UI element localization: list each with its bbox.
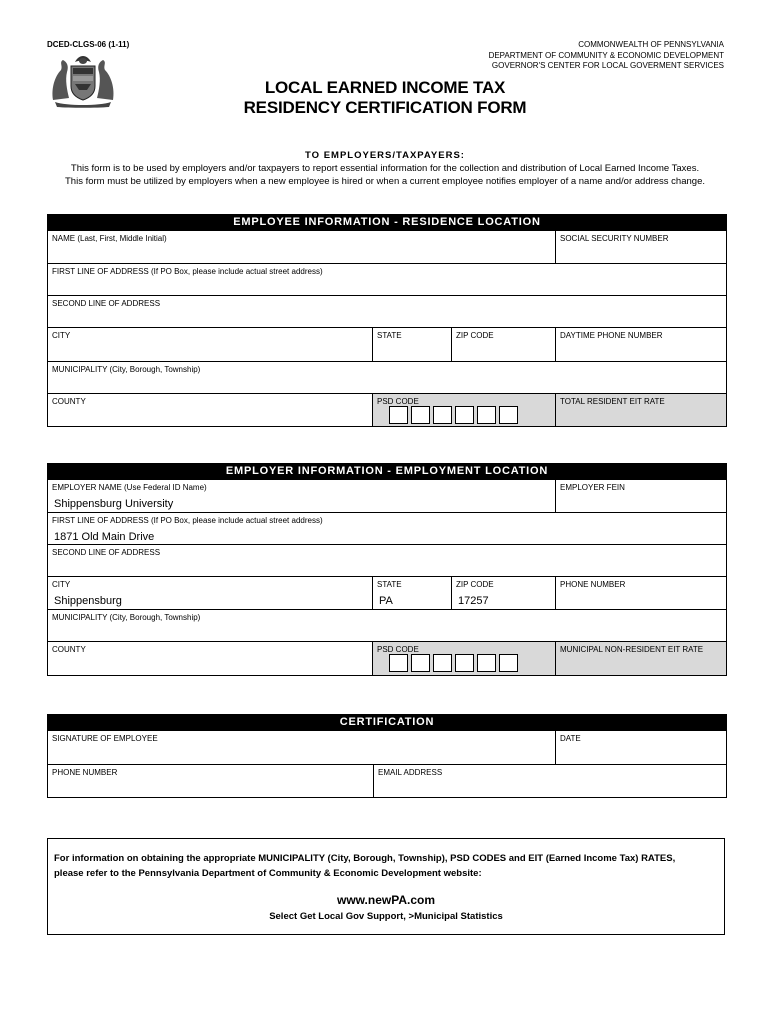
employer-psd-field	[372, 642, 555, 675]
employer-name-value: Shippensburg University	[54, 498, 174, 510]
psd-digit-box[interactable]	[389, 406, 408, 424]
employee-address1-label: FIRST LINE OF ADDRESS (If PO Box, please include actual street address)	[52, 267, 323, 276]
employee-rate-field[interactable]	[555, 394, 726, 426]
info-box	[47, 838, 725, 935]
employee-city-field[interactable]	[48, 328, 372, 361]
email-label: EMAIL ADDRESS	[378, 768, 443, 777]
agency-line-1: COMMONWEALTH OF PENNSYLVANIA	[578, 40, 724, 49]
psd-digit-box[interactable]	[433, 654, 452, 672]
psd-digit-box[interactable]	[411, 406, 430, 424]
employer-rate-label: MUNICIPAL NON-RESIDENT EIT RATE	[560, 645, 704, 654]
info-line-1: For information on obtaining the appropriate MUNICIPALITY (City, Borough, Township), PSD CODES and EIT (Earned Income Tax) RATES,	[54, 853, 676, 864]
employee-state-label: STATE	[377, 331, 402, 340]
employee-address1-row	[48, 263, 726, 295]
psd-digit-box[interactable]	[411, 654, 430, 672]
employer-name-field[interactable]	[48, 480, 555, 512]
employee-section-heading: EMPLOYEE INFORMATION - RESIDENCE LOCATION	[48, 214, 726, 231]
employer-address1-row	[48, 512, 726, 544]
employer-psd-boxes	[389, 654, 518, 672]
employee-municipality-label: MUNICIPALITY (City, Borough, Township)	[52, 365, 201, 374]
employer-phone-field[interactable]	[555, 577, 726, 609]
employee-name-row	[48, 231, 726, 263]
date-label: DATE	[560, 734, 581, 743]
employee-county-row	[48, 393, 726, 426]
form-title	[0, 78, 770, 118]
psd-digit-box[interactable]	[455, 654, 474, 672]
employer-section-heading: EMPLOYER INFORMATION - EMPLOYMENT LOCATION	[48, 463, 726, 480]
psd-digit-box[interactable]	[499, 406, 518, 424]
employee-state-field[interactable]	[372, 328, 451, 361]
employer-psd-label: PSD CODE	[377, 645, 419, 654]
employee-address2-field[interactable]	[48, 296, 726, 327]
certification-contact-row	[48, 764, 726, 797]
employer-fein-label: EMPLOYER FEIN	[560, 483, 625, 492]
employer-name-row	[48, 480, 726, 512]
employee-psd-field	[372, 394, 555, 426]
info-text	[54, 851, 719, 881]
employee-rate-label: TOTAL RESIDENT EIT RATE	[560, 397, 665, 406]
intro-line-2: This form must be utilized by employers when a new employee is hired or when a current employee notifies employer of a name and/or address change.	[65, 175, 705, 187]
psd-digit-box[interactable]	[477, 406, 496, 424]
employee-address2-label: SECOND LINE OF ADDRESS	[52, 299, 161, 308]
signature-field[interactable]	[48, 731, 555, 764]
form-code: DCED-CLGS-06 (1-11)	[47, 40, 130, 49]
title-line-1: LOCAL EARNED INCOME TAX	[264, 78, 506, 97]
intro-line-1: This form is to be used by employers and/or taxpayers to report essential information for the collection and distribution of Local Earned Income Taxes.	[70, 163, 700, 174]
certification-section	[47, 714, 727, 798]
certification-phone-label: PHONE NUMBER	[52, 768, 118, 777]
employer-name-label: EMPLOYER NAME (Use Federal ID Name)	[52, 483, 207, 492]
signature-label: SIGNATURE OF EMPLOYEE	[52, 734, 158, 743]
employer-municipality-row	[48, 609, 726, 641]
employee-phone-field[interactable]	[555, 328, 726, 361]
psd-digit-box[interactable]	[455, 406, 474, 424]
employee-address2-row	[48, 295, 726, 327]
psd-digit-box[interactable]	[389, 654, 408, 672]
employee-phone-label: DAYTIME PHONE NUMBER	[560, 331, 663, 340]
title-line-2: RESIDENCY CERTIFICATION FORM	[243, 98, 527, 117]
employer-address2-label: SECOND LINE OF ADDRESS	[52, 548, 161, 557]
email-field[interactable]	[373, 765, 726, 797]
employee-county-label: COUNTY	[52, 397, 86, 406]
employer-zip-label: ZIP CODE	[456, 580, 494, 589]
employer-county-field[interactable]	[48, 642, 372, 675]
employer-county-label: COUNTY	[52, 645, 86, 654]
employee-ssn-label: SOCIAL SECURITY NUMBER	[560, 234, 669, 243]
employer-address1-label: FIRST LINE OF ADDRESS (If PO Box, please include actual street address)	[52, 516, 323, 525]
employee-name-field[interactable]	[48, 231, 555, 263]
employer-state-label: STATE	[377, 580, 402, 589]
agency-line-2: DEPARTMENT OF COMMUNITY & ECONOMIC DEVELOPMENT	[488, 50, 724, 60]
website-link[interactable]: www.newPA.com	[336, 893, 435, 907]
employer-address1-field[interactable]	[48, 513, 726, 544]
employee-city-row	[48, 327, 726, 361]
employee-address1-field[interactable]	[48, 264, 726, 295]
employer-city-label: CITY	[52, 580, 71, 589]
employee-county-field[interactable]	[48, 394, 372, 426]
psd-digit-box[interactable]	[477, 654, 496, 672]
employer-zip-field[interactable]	[451, 577, 555, 609]
employee-psd-label: PSD CODE	[377, 397, 419, 406]
employer-phone-label: PHONE NUMBER	[560, 580, 626, 589]
employer-municipality-label: MUNICIPALITY (City, Borough, Township)	[52, 613, 201, 622]
psd-digit-box[interactable]	[433, 406, 452, 424]
employer-state-value: PA	[379, 595, 393, 607]
employee-ssn-field[interactable]	[555, 231, 726, 263]
certification-section-heading: CERTIFICATION	[48, 714, 726, 731]
psd-digit-box[interactable]	[499, 654, 518, 672]
date-field[interactable]	[555, 731, 726, 764]
info-line-2: please refer to the Pennsylvania Department of Community & Economic Development website:	[54, 868, 482, 879]
employee-name-label: NAME (Last, First, Middle Initial)	[52, 234, 167, 243]
employee-city-label: CITY	[52, 331, 71, 340]
intro-heading: TO EMPLOYERS/TAXPAYERS:	[305, 150, 465, 161]
navigation-instructions: Select Get Local Gov Support, >Municipal Statistics	[269, 911, 503, 922]
employee-municipality-row	[48, 361, 726, 393]
employee-municipality-field[interactable]	[48, 362, 726, 393]
employer-section	[47, 463, 727, 676]
employer-county-row	[48, 641, 726, 675]
employer-address1-value: 1871 Old Main Drive	[54, 531, 155, 543]
employer-city-row	[48, 576, 726, 609]
employee-zip-field[interactable]	[451, 328, 555, 361]
employer-municipality-field[interactable]	[48, 610, 726, 641]
certification-signature-row	[48, 731, 726, 764]
agency-header	[489, 40, 724, 72]
employer-rate-field[interactable]	[555, 642, 726, 675]
employer-address2-field[interactable]	[48, 545, 726, 576]
employee-psd-boxes	[389, 406, 518, 424]
certification-phone-field[interactable]	[48, 765, 373, 797]
employer-zip-value: 17257	[458, 595, 489, 607]
employer-state-field[interactable]	[372, 577, 451, 609]
agency-line-3: GOVERNOR'S CENTER FOR LOCAL GOVERMENT SERVICES	[491, 61, 724, 70]
employer-address2-row	[48, 544, 726, 576]
employer-city-field[interactable]	[48, 577, 372, 609]
employer-fein-field[interactable]	[555, 480, 726, 512]
employee-zip-label: ZIP CODE	[456, 331, 494, 340]
intro-text	[30, 163, 740, 188]
employee-section	[47, 214, 727, 427]
employer-city-value: Shippensburg	[54, 595, 122, 607]
